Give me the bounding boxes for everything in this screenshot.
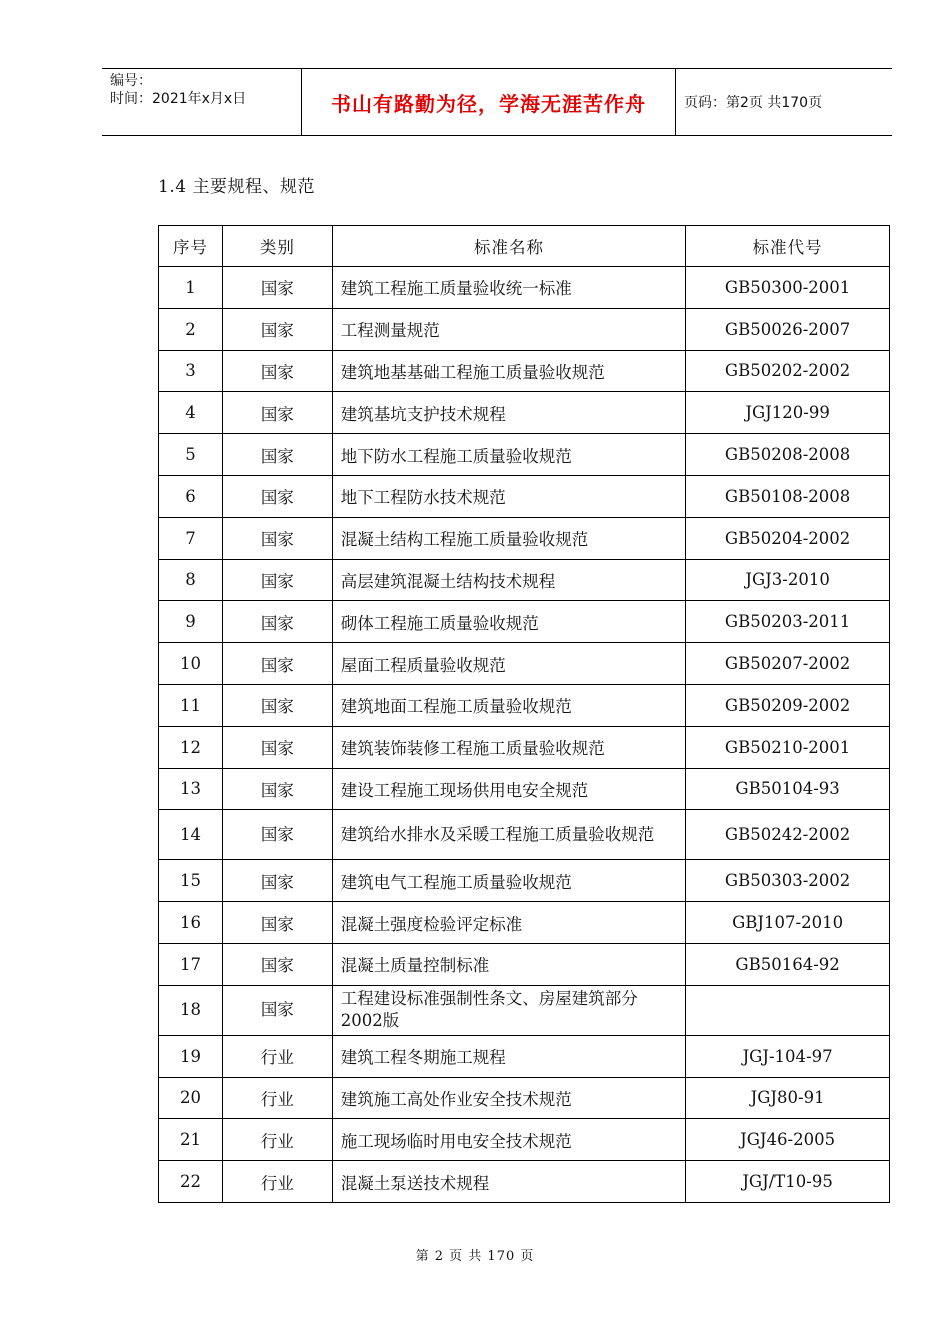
cell-name: 建筑地基基础工程施工质量验收规范 — [332, 350, 685, 392]
cell-no: 21 — [159, 1119, 223, 1161]
table-row — [159, 1161, 890, 1203]
col-header-type: 类别 — [222, 226, 332, 267]
cell-type: 国家 — [222, 267, 332, 309]
table-row — [159, 810, 890, 860]
table-row — [159, 350, 890, 392]
cell-no: 4 — [159, 392, 223, 434]
cell-no: 18 — [159, 985, 223, 1035]
table-row — [159, 768, 890, 810]
cell-no: 11 — [159, 684, 223, 726]
cell-code: GB50242-2002 — [686, 810, 890, 860]
cell-name: 施工现场临时用电安全技术规范 — [332, 1119, 685, 1161]
cell-name: 屋面工程质量验收规范 — [332, 643, 685, 685]
cell-code — [686, 985, 890, 1035]
cell-name: 建筑地面工程施工质量验收规范 — [332, 684, 685, 726]
cell-type: 国家 — [222, 517, 332, 559]
cell-code: GB50208-2008 — [686, 434, 890, 476]
cell-code: GB50207-2002 — [686, 643, 890, 685]
table-body — [159, 267, 890, 1203]
table-row — [159, 684, 890, 726]
cell-type: 国家 — [222, 601, 332, 643]
cell-name: 建筑给水排水及采暖工程施工质量验收规范 — [332, 810, 685, 860]
cell-type: 行业 — [222, 1035, 332, 1077]
time-label: 时间：2021年x月x日 — [110, 91, 247, 107]
cell-name: 建设工程施工现场供用电安全规范 — [332, 768, 685, 810]
table-row — [159, 860, 890, 902]
cell-name: 地下工程防水技术规范 — [332, 475, 685, 517]
cell-type: 国家 — [222, 559, 332, 601]
cell-code: GB50204-2002 — [686, 517, 890, 559]
cell-name: 建筑施工高处作业安全技术规范 — [332, 1077, 685, 1119]
table-row — [159, 726, 890, 768]
cell-name: 建筑工程冬期施工规程 — [332, 1035, 685, 1077]
table-header-row — [159, 226, 890, 267]
cell-type: 国家 — [222, 943, 332, 985]
cell-code: JGJ80-91 — [686, 1077, 890, 1119]
cell-type: 国家 — [222, 810, 332, 860]
number-label: 编号： — [110, 73, 152, 89]
section-title: 1.4 主要规程、规范 — [158, 177, 315, 197]
cell-code: JGJ46-2005 — [686, 1119, 890, 1161]
cell-no: 12 — [159, 726, 223, 768]
cell-code: GB50104-93 — [686, 768, 890, 810]
cell-code: GB50210-2001 — [686, 726, 890, 768]
cell-no: 17 — [159, 943, 223, 985]
cell-code: GB50203-2011 — [686, 601, 890, 643]
table-row — [159, 475, 890, 517]
cell-code: GB50108-2008 — [686, 475, 890, 517]
col-header-name: 标准名称 — [332, 226, 685, 267]
page-footer: 第 2 页 共 170 页 — [415, 1249, 535, 1264]
cell-code: JGJ-104-97 — [686, 1035, 890, 1077]
table-row — [159, 434, 890, 476]
cell-code: GB50209-2002 — [686, 684, 890, 726]
standards-table — [158, 225, 890, 1203]
cell-code: GB50303-2002 — [686, 860, 890, 902]
cell-name: 混凝土质量控制标准 — [332, 943, 685, 985]
cell-no: 9 — [159, 601, 223, 643]
header-meta — [102, 69, 302, 135]
cell-type: 行业 — [222, 1077, 332, 1119]
cell-type: 国家 — [222, 902, 332, 944]
table-row — [159, 985, 890, 1035]
cell-name: 混凝土泵送技术规程 — [332, 1161, 685, 1203]
cell-no: 1 — [159, 267, 223, 309]
table-row — [159, 943, 890, 985]
cell-name: 砌体工程施工质量验收规范 — [332, 601, 685, 643]
cell-name: 工程建设标准强制性条文、房屋建筑部分2002版 — [332, 985, 685, 1035]
table-row — [159, 902, 890, 944]
cell-name: 建筑工程施工质量验收统一标准 — [332, 267, 685, 309]
cell-no: 10 — [159, 643, 223, 685]
table-row — [159, 517, 890, 559]
cell-type: 行业 — [222, 1161, 332, 1203]
header-motto: 书山有路勤为径，学海无涯苦作舟 — [302, 69, 676, 135]
col-header-code: 标准代号 — [686, 226, 890, 267]
table-row — [159, 643, 890, 685]
cell-type: 行业 — [222, 1119, 332, 1161]
cell-code: JGJ3-2010 — [686, 559, 890, 601]
cell-type: 国家 — [222, 392, 332, 434]
cell-name: 混凝土结构工程施工质量验收规范 — [332, 517, 685, 559]
cell-code: GB50202-2002 — [686, 350, 890, 392]
header-page-code: 页码：第2页 共170页 — [684, 95, 823, 111]
table-row — [159, 308, 890, 350]
cell-type: 国家 — [222, 860, 332, 902]
cell-name: 建筑基坑支护技术规程 — [332, 392, 685, 434]
cell-name: 建筑电气工程施工质量验收规范 — [332, 860, 685, 902]
cell-code: GB50026-2007 — [686, 308, 890, 350]
cell-no: 6 — [159, 475, 223, 517]
table-row — [159, 601, 890, 643]
cell-name: 建筑装饰装修工程施工质量验收规范 — [332, 726, 685, 768]
cell-type: 国家 — [222, 643, 332, 685]
cell-no: 8 — [159, 559, 223, 601]
cell-code: GB50164-92 — [686, 943, 890, 985]
cell-no: 13 — [159, 768, 223, 810]
cell-type: 国家 — [222, 475, 332, 517]
cell-code: GB50300-2001 — [686, 267, 890, 309]
cell-type: 国家 — [222, 350, 332, 392]
cell-no: 2 — [159, 308, 223, 350]
cell-no: 15 — [159, 860, 223, 902]
cell-no: 16 — [159, 902, 223, 944]
cell-name: 地下防水工程施工质量验收规范 — [332, 434, 685, 476]
cell-code: GBJ107-2010 — [686, 902, 890, 944]
cell-type: 国家 — [222, 726, 332, 768]
cell-name: 工程测量规范 — [332, 308, 685, 350]
cell-no: 5 — [159, 434, 223, 476]
cell-name: 混凝土强度检验评定标准 — [332, 902, 685, 944]
table-row — [159, 559, 890, 601]
cell-type: 国家 — [222, 985, 332, 1035]
cell-type: 国家 — [222, 308, 332, 350]
cell-no: 14 — [159, 810, 223, 860]
table-row — [159, 1077, 890, 1119]
cell-code: JGJ120-99 — [686, 392, 890, 434]
table-row — [159, 392, 890, 434]
cell-type: 国家 — [222, 684, 332, 726]
page-header — [102, 68, 892, 136]
table-row — [159, 1035, 890, 1077]
cell-type: 国家 — [222, 434, 332, 476]
cell-no: 7 — [159, 517, 223, 559]
cell-name: 高层建筑混凝土结构技术规程 — [332, 559, 685, 601]
cell-type: 国家 — [222, 768, 332, 810]
col-header-no: 序号 — [159, 226, 223, 267]
cell-no: 22 — [159, 1161, 223, 1203]
cell-no: 3 — [159, 350, 223, 392]
table-row — [159, 1119, 890, 1161]
cell-no: 19 — [159, 1035, 223, 1077]
table-row — [159, 267, 890, 309]
cell-no: 20 — [159, 1077, 223, 1119]
cell-code: JGJ/T10-95 — [686, 1161, 890, 1203]
